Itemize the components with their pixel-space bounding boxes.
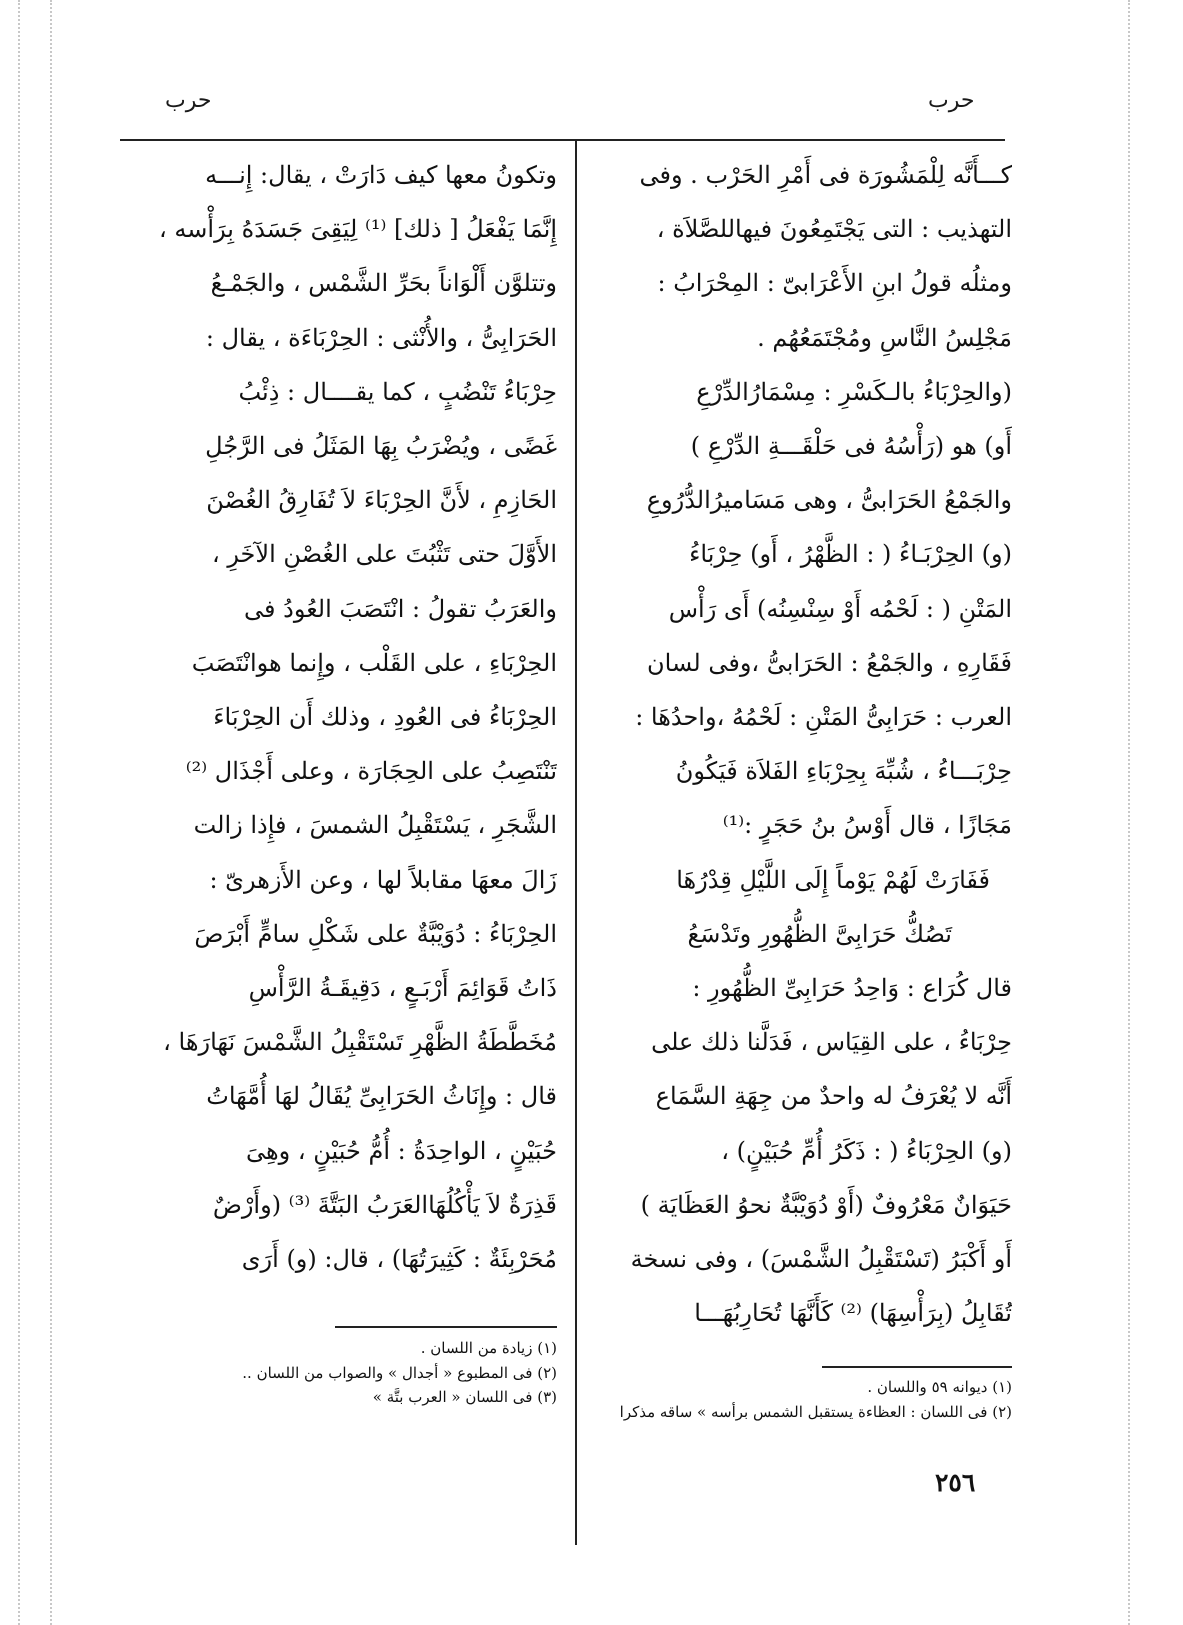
text-line: إِنَّمَا يَفْعَلُ [ ذلك] ⁽¹⁾ لِيَقِىَ جَسَدَهُ بِرَأْسه ، <box>159 215 557 244</box>
text-line: مَجَازًا ، قال أَوْسُ بنُ حَجَرٍ :⁽¹⁾ <box>722 811 1012 840</box>
poem-line: تَصُكُّ حَرَابِىَّ الظُّهُورِ وتَدْسَعُ <box>687 919 952 948</box>
text-line: العرب : حَرَابِىُّ المَتْنِ : لَحْمُهُ ،واحدُهَا : <box>635 703 1012 732</box>
running-header-right: حرب <box>928 88 975 113</box>
running-header-left: حرب <box>165 88 212 113</box>
text-line: الشَّجَرِ ، يَسْتَقْبِلُ الشمسَ ، فإِذا زالت <box>193 811 557 840</box>
text-line: أَو أَكْبَرُ (تَسْتَقْبِلُ الشَّمْسَ) ، وفى نسخة <box>630 1245 1012 1274</box>
text-line: مُحَرْبِئَةٌ : كَثِيرَتُهَا) ، قال: (و) أَرَى <box>241 1245 557 1274</box>
text-line: حِرْبَاءُ تَنْضُبٍ ، كما يقــــال : ذِئْبُ <box>238 377 557 406</box>
text-line: الحِرْبَاءِ ، على القَلْب ، وإِنما هوانْتَصَبَ <box>191 648 557 677</box>
text-line: تُقَابِلُ (بِرَأْسِهَا) ⁽²⁾ كَأَنَّهَا تُحَارِبُهَـــا <box>694 1299 1012 1328</box>
left-column <box>132 148 557 1286</box>
footnote-rule-right <box>822 1366 1012 1368</box>
text-line: حِرْبَاءُ ، على القِيَاس ، فَدَلَّنا ذلك على <box>651 1028 1012 1057</box>
text-line: والعَرَبُ تقولُ : انْتَصَبَ العُودُ فى <box>244 594 557 623</box>
text-line: ذَاتُ قَوَائِمَ أَرْبَـعٍ ، دَقِيقَـةُ الرَّأْسِ <box>248 974 557 1003</box>
page-number: ٢٥٦ <box>935 1468 976 1497</box>
header-rule <box>120 139 1005 141</box>
scan-guide-left-inner <box>50 0 52 1625</box>
scan-guide-right <box>1128 0 1130 1625</box>
text-line: أَو) هو (رَأْسُهُ فى حَلْقَـــةِ الدِّرْعِ ) <box>690 432 1012 461</box>
text-line: ومثلُه قولُ ابنِ الأَعْرَابىّ : المِحْرَابُ : <box>657 269 1012 298</box>
text-line: تَنْتَصِبُ على الحِجَارَة ، وعلى أَجْذَال ⁽²⁾ <box>185 757 557 786</box>
text-line: (والحِرْبَاءُ بالـكَسْرِ : مِسْمَارُالدِّرْعِ <box>696 377 1012 406</box>
text-line: المَتْنِ ( : لَحْمُه أَوْ سِنْسِنُه) أَى رَأْس <box>668 594 1012 623</box>
text-line: وتكونُ معها كيف دَارَتْ ، يقال: إِنـــه <box>205 161 557 189</box>
scan-guide-left <box>18 0 20 1625</box>
text-line: مُخَطَّطَةُ الظَّهْرِ تَسْتَقْبِلُ الشَّمْسَ نَهَارَهَا ، <box>163 1028 557 1057</box>
footnotes-left <box>225 1336 557 1410</box>
text-line: الحِرْبَاءُ فى العُودِ ، وذلك أَن الحِرْبَاءَ <box>213 703 557 732</box>
column-divider <box>575 140 577 1545</box>
text-line: وتتلوَّن أَلْوَاناً بحَرِّ الشَّمْس ، والجَمْـعُ <box>210 269 557 298</box>
poem-line: فَفَارَتْ لَهُمْ يَوْماً إِلَى اللَّيْلِ قِدْرُهَا <box>676 865 990 894</box>
text-line: الأَوَّلَ حتى تَثْبُتَ على الغُصْنِ الآخَرِ ، <box>211 540 557 569</box>
text-line: (و) الحِرْبَـاءُ ( : الظَّهْرُ ، أَو) حِرْبَاءُ <box>689 540 1012 569</box>
text-line: فَقَارِهِ ، والجَمْعُ : الحَرَابىُّ ،وفى لسان <box>647 648 1012 677</box>
text-line: غَضًى ، ويُضْرَبُ بِهَا المَثَلُ فى الرَّجُلِ <box>205 432 557 461</box>
footnote: (٣) فى اللسان « العرب بتَّة » <box>372 1388 557 1406</box>
text-line: قَذِرَةٌ لاَ يَأْكُلُهَاالعَرَبُ البَتَّةَ ⁽³⁾ (وأَرْضٌ <box>212 1190 557 1219</box>
text-line: قال : وإِنَاثُ الحَرَابِىِّ يُقَالُ لهَا أُمَّهَاتُ <box>206 1082 557 1111</box>
footnote-rule-left <box>335 1326 557 1328</box>
text-line: حُبَيْنٍ ، الواحِدَةُ : أُمُّ حُبَيْنٍ ، وهِىَ <box>246 1136 557 1165</box>
text-line: أَنَّه لا يُعْرَفُ له واحدٌ من جِهَةِ السَّمَاع <box>655 1082 1012 1111</box>
text-line: كـــأَنَّه لِلْمَشُورَة فى أَمْرِ الحَرْب . وفى <box>639 161 1012 189</box>
text-line: حَيَوَانٌ مَعْرُوفٌ (أَوْ دُوَيْبَّةٌ نحوُ العَظَايَة ) <box>640 1190 1012 1219</box>
text-line: قال كُرَاع : وَاحِدُ حَرَابِىِّ الظُّهُورِ : <box>692 974 1012 1003</box>
text-line: الحَازِمِ ، لأَنَّ الحِرْبَاءَ لاَ تُفَارِقُ الغُصْنَ <box>206 486 557 515</box>
text-line: (و) الحِرْبَاءُ ( : ذَكَرُ أُمِّ حُبَيْنٍ) ، <box>721 1136 1012 1165</box>
footnote: (١) زيادة من اللسان . <box>420 1339 557 1357</box>
text-line: التهذيب : التى يَجْتَمِعُونَ فيهاللصَّلاَة ، <box>656 215 1012 244</box>
footnote: (٢) فى المطبوع « أجدال » والصواب من اللسان .. <box>242 1363 557 1382</box>
text-line: الحَرَابِىُّ ، والأُنْثى : الحِرْبَاءَة ، يقال : <box>205 323 557 352</box>
right-column <box>600 148 1012 1340</box>
footnotes-right <box>600 1375 1012 1424</box>
text-line: الحِرْبَاءُ : دُوَيْبَّةٌ على شَكْلِ سامٍّ أَبْرَصَ <box>194 919 557 948</box>
text-line: زَالَ معهَا مقابلاً لها ، وعن الأَزهرىّ : <box>209 865 557 894</box>
text-line: حِرْبَـــاءُ ، شُبِّهَ بِحِرْبَاءِ الفَلاَة فَيَكُونُ <box>675 757 1012 786</box>
footnote: (٢) فى اللسان : العظاءة يستقبل الشمس برأسه » ساقه مذكرا <box>619 1402 1012 1421</box>
text-line: مَجْلِسُ النَّاسِ ومُجْتَمَعُهُم . <box>757 323 1012 352</box>
text-line: والجَمْعُ الحَرَابىُّ ، وهى مَسَاميرُالدُّرُوعِ <box>646 486 1012 515</box>
footnote: (١) ديوانه ٥٩ واللسان . <box>867 1378 1012 1396</box>
